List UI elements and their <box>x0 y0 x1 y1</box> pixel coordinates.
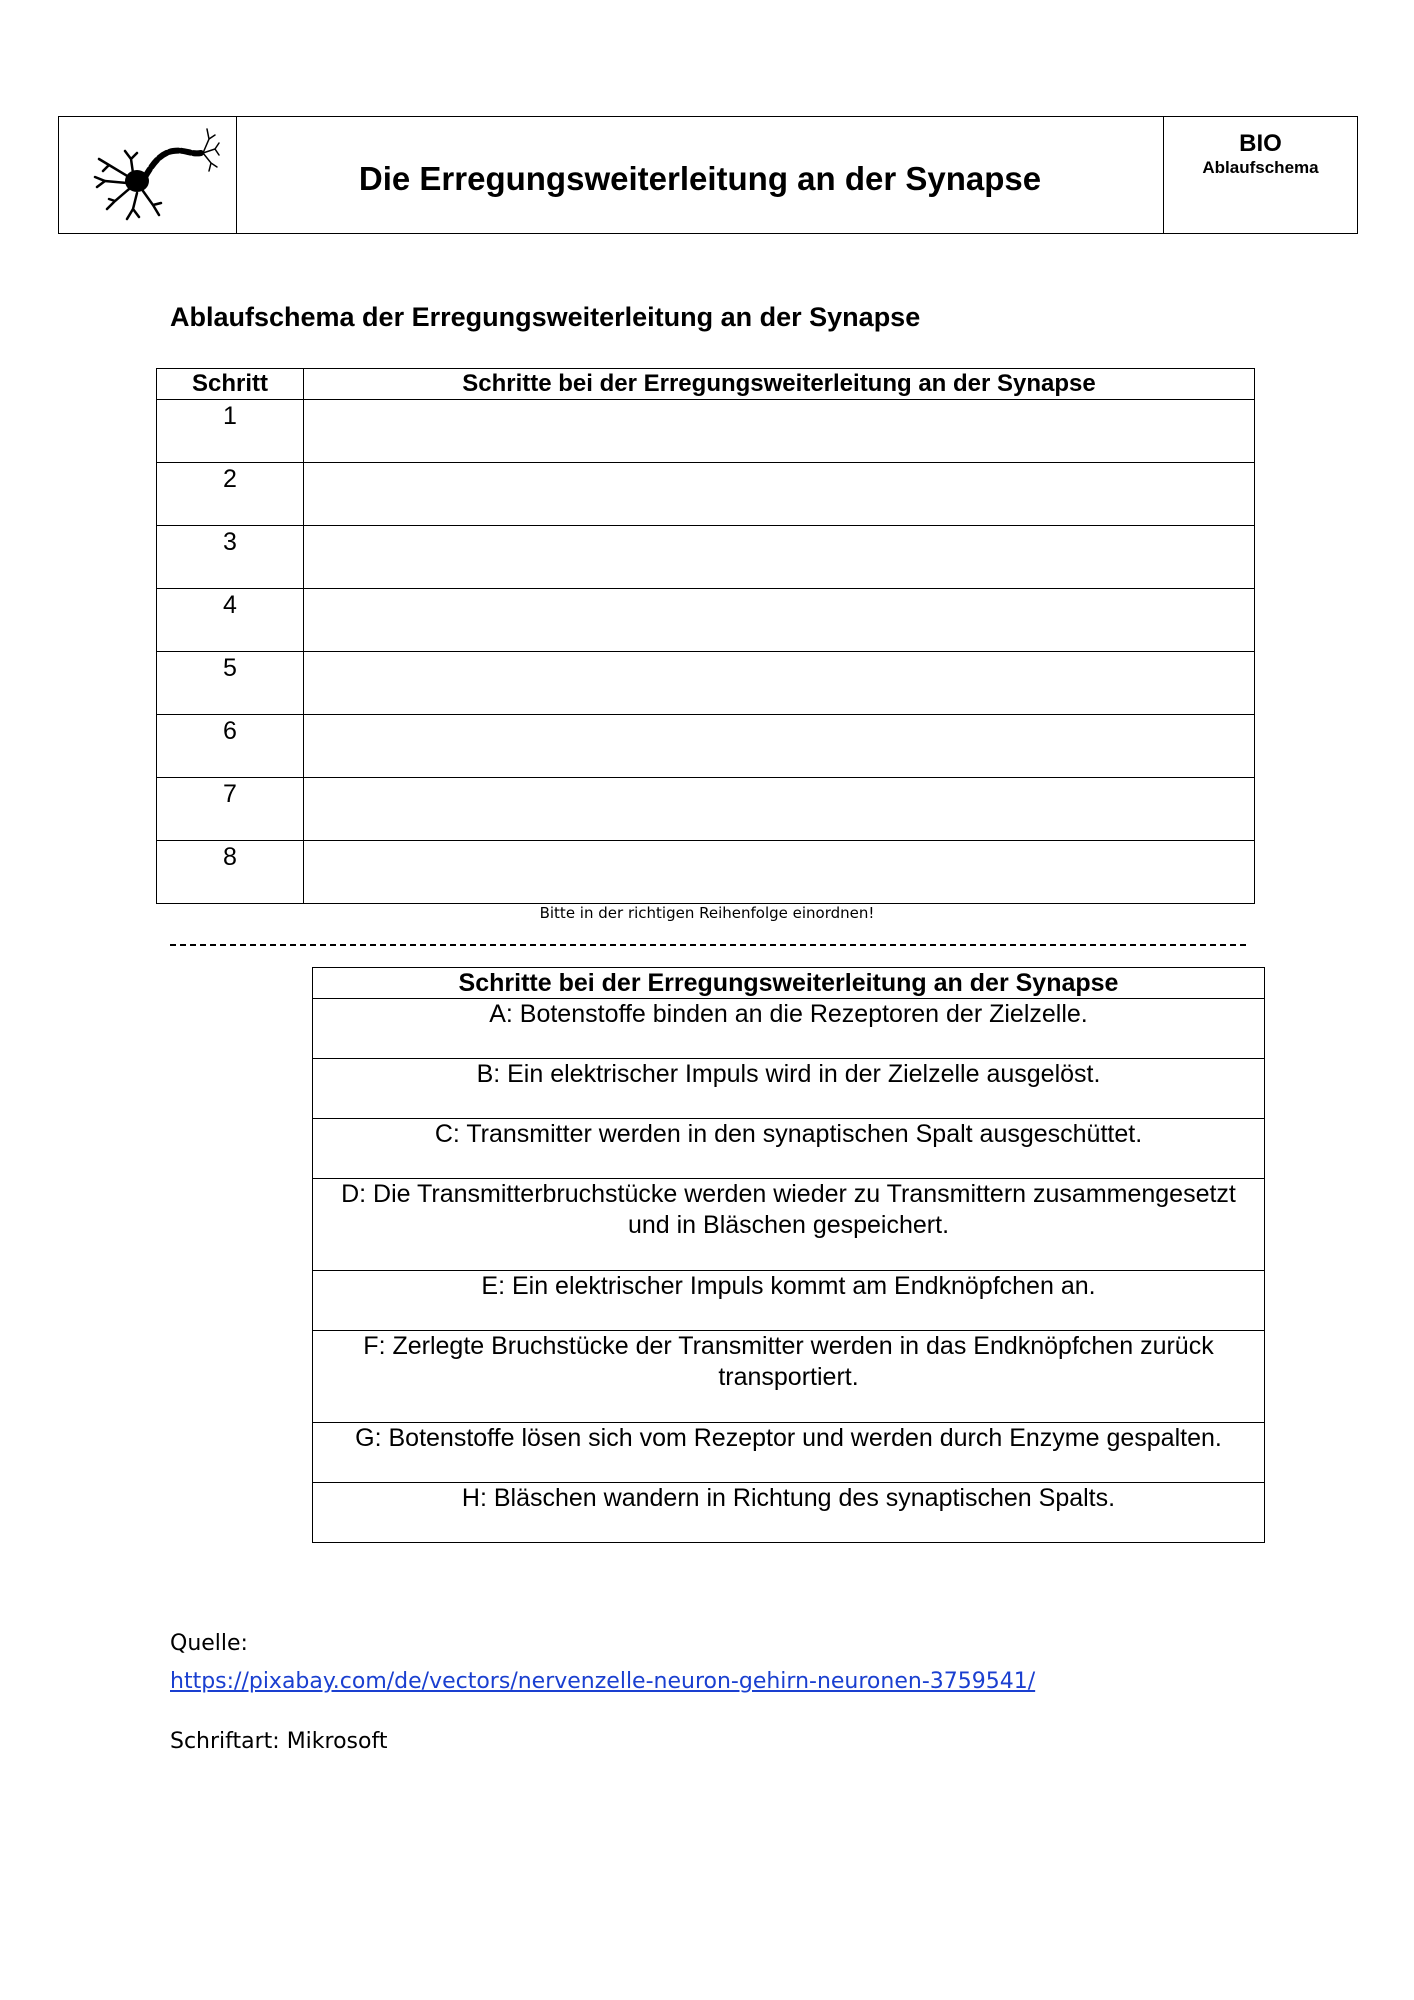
table-row <box>313 1331 1265 1423</box>
option-item: B: Ein elektrischer Impuls wird in der Zielzelle ausgelöst. <box>313 1059 1265 1119</box>
table-row <box>313 1483 1265 1543</box>
table-row <box>313 1119 1265 1179</box>
table-row <box>157 778 1255 841</box>
step-number: 7 <box>157 778 304 841</box>
step-number: 2 <box>157 463 304 526</box>
table-row <box>157 589 1255 652</box>
subject-label: BIO <box>1239 130 1282 157</box>
col-step-header: Schritt <box>157 369 304 400</box>
step-answer-cell[interactable] <box>304 778 1255 841</box>
worksheet-header <box>58 116 1358 234</box>
option-item: F: Zerlegte Bruchstücke der Transmitter werden in das Endknöpfchen zurück transportiert. <box>313 1331 1265 1423</box>
table-row <box>313 1179 1265 1271</box>
source-label: Quelle: <box>170 1631 248 1656</box>
step-answer-cell[interactable] <box>304 589 1255 652</box>
step-number: 1 <box>157 400 304 463</box>
options-table-header <box>313 968 1265 999</box>
option-item: A: Botenstoffe binden an die Rezeptoren der Zielzelle. <box>313 999 1265 1059</box>
table-row <box>157 400 1255 463</box>
step-answer-cell[interactable] <box>304 463 1255 526</box>
option-item: E: Ein elektrischer Impuls kommt am Endknöpfchen an. <box>313 1271 1265 1331</box>
table-row <box>313 1271 1265 1331</box>
step-answer-cell[interactable] <box>304 526 1255 589</box>
steps-table <box>156 368 1255 904</box>
table-row <box>157 526 1255 589</box>
section-heading: Ablaufschema der Erregungsweiterleitung an der Synapse <box>170 302 921 332</box>
step-answer-cell[interactable] <box>304 715 1255 778</box>
step-number: 8 <box>157 841 304 904</box>
step-number: 5 <box>157 652 304 715</box>
step-number: 6 <box>157 715 304 778</box>
neuron-icon <box>81 119 221 229</box>
worksheet-kind-label: Ablaufschema <box>1202 158 1319 177</box>
sources-block <box>170 1625 1035 1761</box>
step-number: 4 <box>157 589 304 652</box>
source-link[interactable]: https://pixabay.com/de/vectors/nervenzelle-neuron-gehirn-neuronen-3759541/ <box>170 1669 1036 1694</box>
option-item: H: Bläschen wandern in Richtung des synaptischen Spalts. <box>313 1483 1265 1543</box>
option-item: D: Die Transmitterbruchstücke werden wieder zu Transmittern zusammengesetzt und in Bläschen gespeichert. <box>313 1179 1265 1271</box>
table-row <box>313 999 1265 1059</box>
table-row <box>157 463 1255 526</box>
col-desc-header: Schritte bei der Erregungsweiterleitung an der Synapse <box>304 369 1255 400</box>
table-row <box>313 1423 1265 1483</box>
cut-line <box>170 944 1246 946</box>
step-answer-cell[interactable] <box>304 400 1255 463</box>
steps-table-header <box>157 369 1255 400</box>
logo-cell <box>59 117 237 233</box>
options-header: Schritte bei der Erregungsweiterleitung an der Synapse <box>313 968 1265 999</box>
option-item: G: Botenstoffe lösen sich vom Rezeptor und werden durch Enzyme gespalten. <box>313 1423 1265 1483</box>
ordering-hint: Bitte in der richtigen Reihenfolge einordnen! <box>539 904 875 922</box>
font-note: Schriftart: Mikrosoft <box>170 1729 388 1754</box>
step-answer-cell[interactable] <box>304 652 1255 715</box>
table-row <box>313 1059 1265 1119</box>
step-number: 3 <box>157 526 304 589</box>
table-row <box>157 715 1255 778</box>
step-answer-cell[interactable] <box>304 841 1255 904</box>
options-table <box>312 967 1265 1543</box>
table-row <box>157 652 1255 715</box>
table-row <box>157 841 1255 904</box>
worksheet-title: Die Erregungsweiterleitung an der Synapse <box>358 160 1042 197</box>
option-item: C: Transmitter werden in den synaptischen Spalt ausgeschüttet. <box>313 1119 1265 1179</box>
subject-badge <box>1163 117 1357 233</box>
